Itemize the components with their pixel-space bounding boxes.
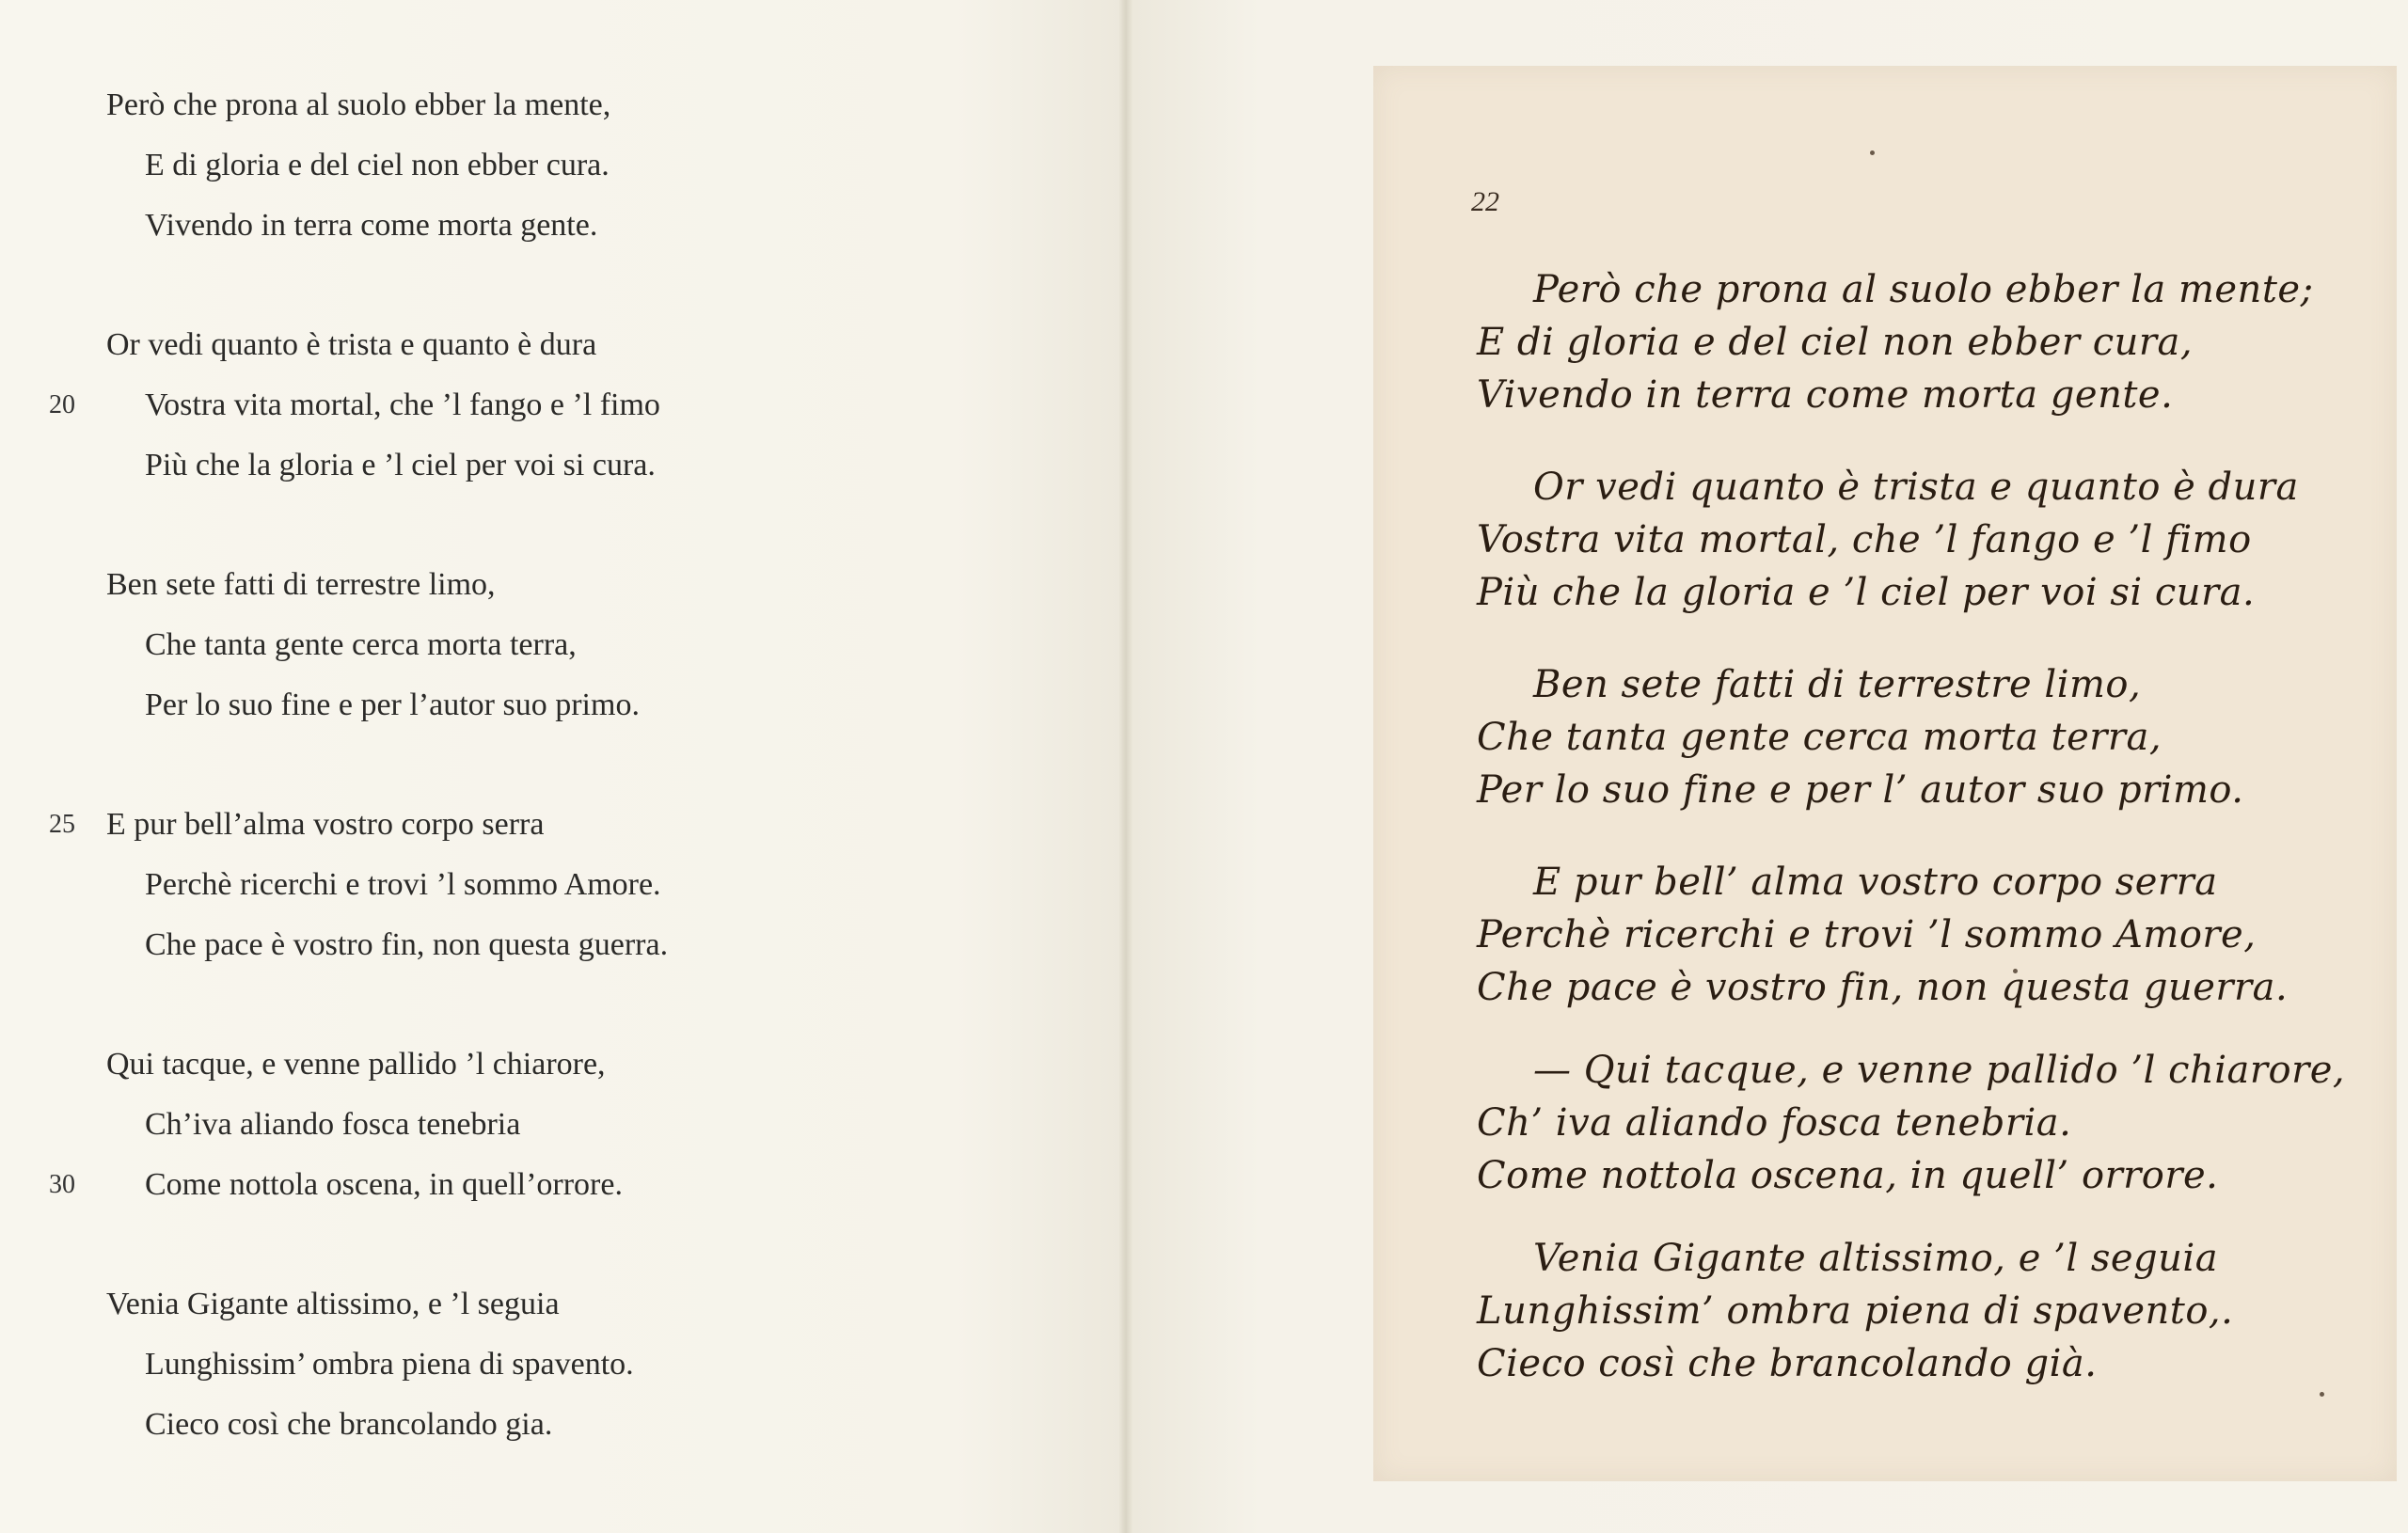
verse-text: Vivendo in terra come morta gente. xyxy=(145,208,598,243)
handwritten-text: Per lo suo fine e per l’ autor suo primo. xyxy=(1477,768,2244,812)
handwritten-line xyxy=(1373,856,2397,909)
handwritten-text: Or vedi quanto è trista e quanto è dura xyxy=(1533,466,2299,509)
line-number: 20 xyxy=(49,390,75,419)
verse-text: Cieco così che brancolando gia. xyxy=(145,1407,553,1442)
verse-text: Venia Gigante altissimo, e ’l seguia xyxy=(106,1287,560,1321)
verse-text: Ben sete fatti di terrestre limo, xyxy=(106,567,496,602)
handwritten-line xyxy=(1373,1044,2397,1097)
manuscript-stanza xyxy=(1373,1232,2397,1390)
paper-speck xyxy=(2320,1392,2324,1397)
handwritten-line xyxy=(1373,1097,2397,1149)
handwritten-line xyxy=(1373,961,2397,1014)
manuscript-stanza xyxy=(1373,263,2397,421)
handwritten-line xyxy=(1373,909,2397,961)
printed-stanza xyxy=(0,555,1082,735)
handwritten-text: E pur bell’ alma vostro corpo serra xyxy=(1533,861,2218,904)
verse-line xyxy=(0,135,1082,196)
handwritten-line xyxy=(1373,764,2397,816)
handwritten-text: Vivendo in terra come morta gente. xyxy=(1477,373,2174,417)
printed-stanza xyxy=(0,315,1082,496)
line-number: 30 xyxy=(49,1170,75,1199)
manuscript-stanza xyxy=(1373,1044,2397,1202)
verse-line xyxy=(0,1335,1082,1395)
handwritten-text: Ben sete fatti di terrestre limo, xyxy=(1533,663,2142,706)
handwritten-line xyxy=(1373,566,2397,619)
manuscript-stanza xyxy=(1373,856,2397,1014)
verse-line xyxy=(0,1035,1082,1095)
handwritten-text: Venia Gigante altissimo, e ’l seguia xyxy=(1533,1237,2219,1280)
handwritten-text: Che pace è vostro fin, non questa guerra. xyxy=(1477,966,2289,1009)
handwritten-line xyxy=(1373,711,2397,764)
handwritten-line xyxy=(1373,316,2397,369)
verse-line xyxy=(0,75,1082,135)
verse-line xyxy=(0,196,1082,256)
manuscript-page-number: 22 xyxy=(1471,186,1499,217)
verse-text: Però che prona al suolo ebber la mente, xyxy=(106,87,611,122)
handwritten-line xyxy=(1373,1149,2397,1202)
handwritten-text: E di gloria e del ciel non ebber cura, xyxy=(1477,321,2194,364)
verse-line xyxy=(0,915,1082,975)
manuscript-stanza xyxy=(1373,658,2397,816)
verse-line xyxy=(0,855,1082,915)
printed-stanza xyxy=(0,75,1082,256)
handwritten-line xyxy=(1373,1232,2397,1285)
verse-line xyxy=(0,435,1082,496)
verse-text: Qui tacque, e venne pallido ’l chiarore, xyxy=(106,1047,606,1082)
verse-text: Perchè ricerchi e trovi ’l sommo Amore. xyxy=(145,867,661,902)
printed-stanza xyxy=(0,795,1082,975)
verse-line xyxy=(0,315,1082,375)
printed-stanza xyxy=(0,1274,1082,1455)
verse-line xyxy=(0,675,1082,735)
line-number: 25 xyxy=(49,810,75,839)
handwritten-text: Più che la gloria e ’l ciel per voi si cura. xyxy=(1477,571,2256,614)
printed-page xyxy=(0,0,1124,1533)
handwritten-text: Cieco così che brancolando già. xyxy=(1477,1342,2098,1385)
handwritten-line xyxy=(1373,369,2397,421)
verse-text: Lunghissim’ ombra piena di spavento. xyxy=(145,1347,634,1382)
paper-speck xyxy=(1870,150,1875,155)
verse-line xyxy=(0,555,1082,615)
book-gutter xyxy=(1119,0,1133,1533)
handwritten-text: Ch’ iva aliando fosca tenebria. xyxy=(1477,1101,2072,1145)
verse-text: Come nottola oscena, in quell’orrore. xyxy=(145,1167,623,1202)
manuscript-facsimile xyxy=(1373,66,2397,1481)
verse-text: Che pace è vostro fin, non questa guerra. xyxy=(145,927,669,962)
verse-text: E pur bell’alma vostro corpo serra xyxy=(106,807,545,842)
verse-line xyxy=(0,1395,1082,1455)
verse-text: Ch’iva aliando fosca tenebria xyxy=(145,1107,521,1142)
handwritten-line xyxy=(1373,263,2397,316)
handwritten-line xyxy=(1373,461,2397,514)
verse-text: Che tanta gente cerca morta terra, xyxy=(145,627,577,662)
verse-text: Vostra vita mortal, che ’l fango e ’l fimo xyxy=(145,387,660,422)
handwritten-text: Che tanta gente cerca morta terra, xyxy=(1477,716,2162,759)
handwritten-text: Lunghissim’ ombra piena di spavento,. xyxy=(1477,1289,2234,1333)
handwritten-line xyxy=(1373,1285,2397,1337)
verse-text: Più che la gloria e ’l ciel per voi si cura. xyxy=(145,448,656,482)
verse-text: E di gloria e del ciel non ebber cura. xyxy=(145,148,610,182)
verse-line xyxy=(0,375,1082,435)
verse-line xyxy=(0,1274,1082,1335)
verse-text: Per lo suo fine e per l’autor suo primo. xyxy=(145,687,640,722)
handwritten-line xyxy=(1373,514,2397,566)
verse-line xyxy=(0,795,1082,855)
verse-text: Or vedi quanto è trista e quanto è dura xyxy=(106,327,597,362)
verse-line xyxy=(0,1095,1082,1155)
handwritten-line xyxy=(1373,1337,2397,1390)
handwritten-text: Come nottola oscena, in quell’ orrore. xyxy=(1477,1154,2219,1197)
handwritten-text: Vostra vita mortal, che ’l fango e ’l fimo xyxy=(1477,518,2252,561)
printed-stanza xyxy=(0,1035,1082,1215)
manuscript-stanza xyxy=(1373,461,2397,619)
verse-line xyxy=(0,1155,1082,1215)
verse-line xyxy=(0,615,1082,675)
handwritten-text: Però che prona al suolo ebber la mente; xyxy=(1533,268,2314,311)
handwritten-text: Perchè ricerchi e trovi ’l sommo Amore, xyxy=(1477,913,2257,956)
handwritten-line xyxy=(1373,658,2397,711)
handwritten-text: — Qui tacque, e venne pallido ’l chiarore, xyxy=(1533,1049,2346,1092)
